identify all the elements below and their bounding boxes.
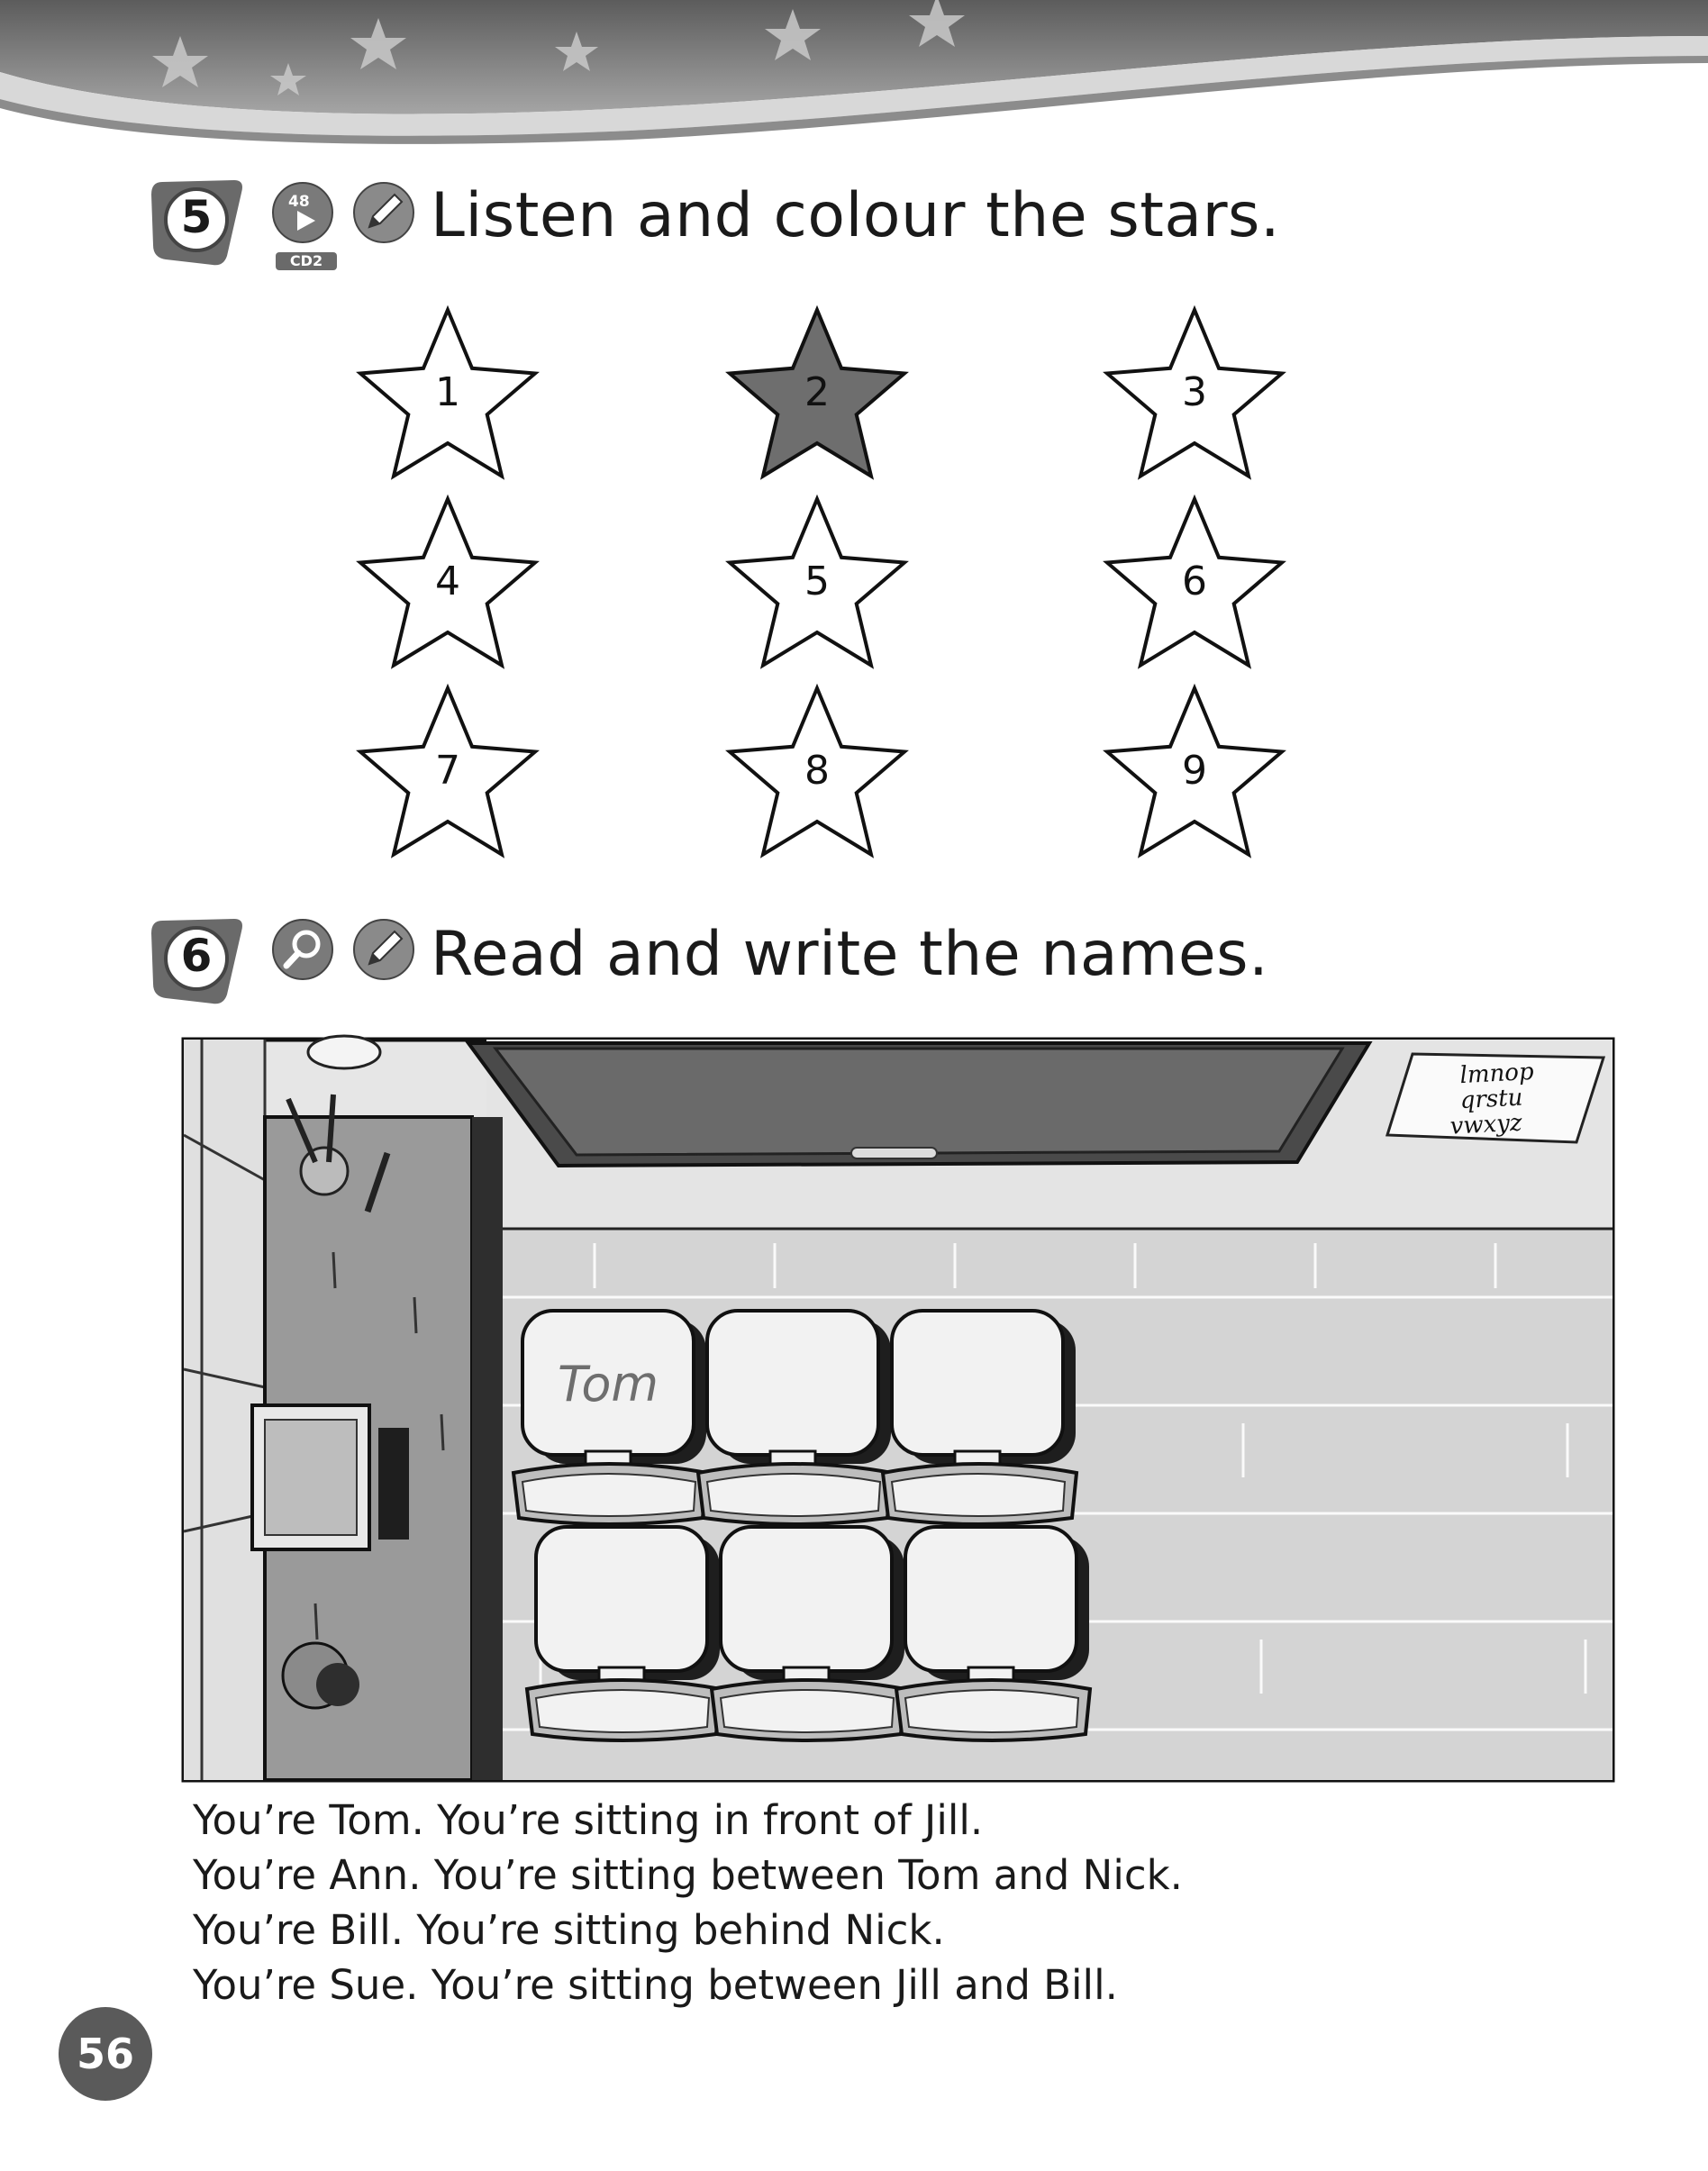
star-9[interactable] — [1107, 688, 1282, 855]
star-number: 1 — [435, 369, 460, 415]
star-1[interactable] — [360, 310, 535, 477]
exercise-title: Listen and colour the stars. — [431, 180, 1281, 251]
star-number: 8 — [804, 748, 830, 794]
star-2[interactable] — [730, 310, 904, 477]
star-number: 3 — [1182, 369, 1207, 415]
alphabet-poster-line: lmnop — [1458, 1058, 1535, 1090]
star-3[interactable] — [1107, 310, 1282, 477]
cd-label: CD2 — [276, 252, 337, 270]
star-8[interactable] — [730, 688, 904, 855]
star-number: 2 — [804, 369, 830, 415]
alphabet-poster-line: vwxyz — [1449, 1109, 1523, 1140]
star-7[interactable] — [360, 688, 535, 855]
pencil-icon — [351, 917, 416, 982]
star-number: 5 — [804, 559, 830, 604]
star-number: 7 — [435, 748, 460, 794]
sentence: You’re Sue. You’re sitting between Jill and Bill. — [193, 1961, 1118, 2009]
star-number: 4 — [435, 559, 460, 604]
page-number: 56 — [76, 2030, 134, 2078]
magnifier-icon — [270, 917, 335, 982]
seat-name-example: Tom — [558, 1356, 659, 1413]
classroom-seat[interactable] — [527, 1527, 721, 1740]
classroom-seat[interactable] — [883, 1311, 1077, 1524]
sentence: You’re Ann. You’re sitting between Tom and Nick. — [193, 1851, 1183, 1899]
star-5[interactable] — [730, 499, 904, 666]
classroom-seat[interactable] — [712, 1527, 905, 1740]
sentence-list — [193, 1793, 1183, 2012]
alphabet-poster-line: qrstu — [1459, 1084, 1524, 1115]
classroom-illustration — [180, 1027, 1622, 1784]
exercise-title: Read and write the names. — [431, 919, 1269, 990]
classroom-seat[interactable] — [896, 1527, 1090, 1740]
sentence: You’re Bill. You’re sitting behind Nick. — [193, 1906, 945, 1954]
star-number: 9 — [1182, 748, 1207, 794]
star-number: 6 — [1182, 559, 1207, 604]
exercise-number: 6 — [180, 930, 213, 982]
sentence: You’re Tom. You’re sitting in front of Jill. — [193, 1796, 984, 1844]
classroom-seat[interactable] — [698, 1311, 892, 1524]
star-4[interactable] — [360, 499, 535, 666]
star-6[interactable] — [1107, 499, 1282, 666]
exercise-number: 5 — [180, 191, 213, 243]
star-grid[interactable] — [0, 0, 1708, 901]
track-number: 48 — [288, 193, 310, 211]
classroom-seat[interactable] — [513, 1311, 707, 1524]
